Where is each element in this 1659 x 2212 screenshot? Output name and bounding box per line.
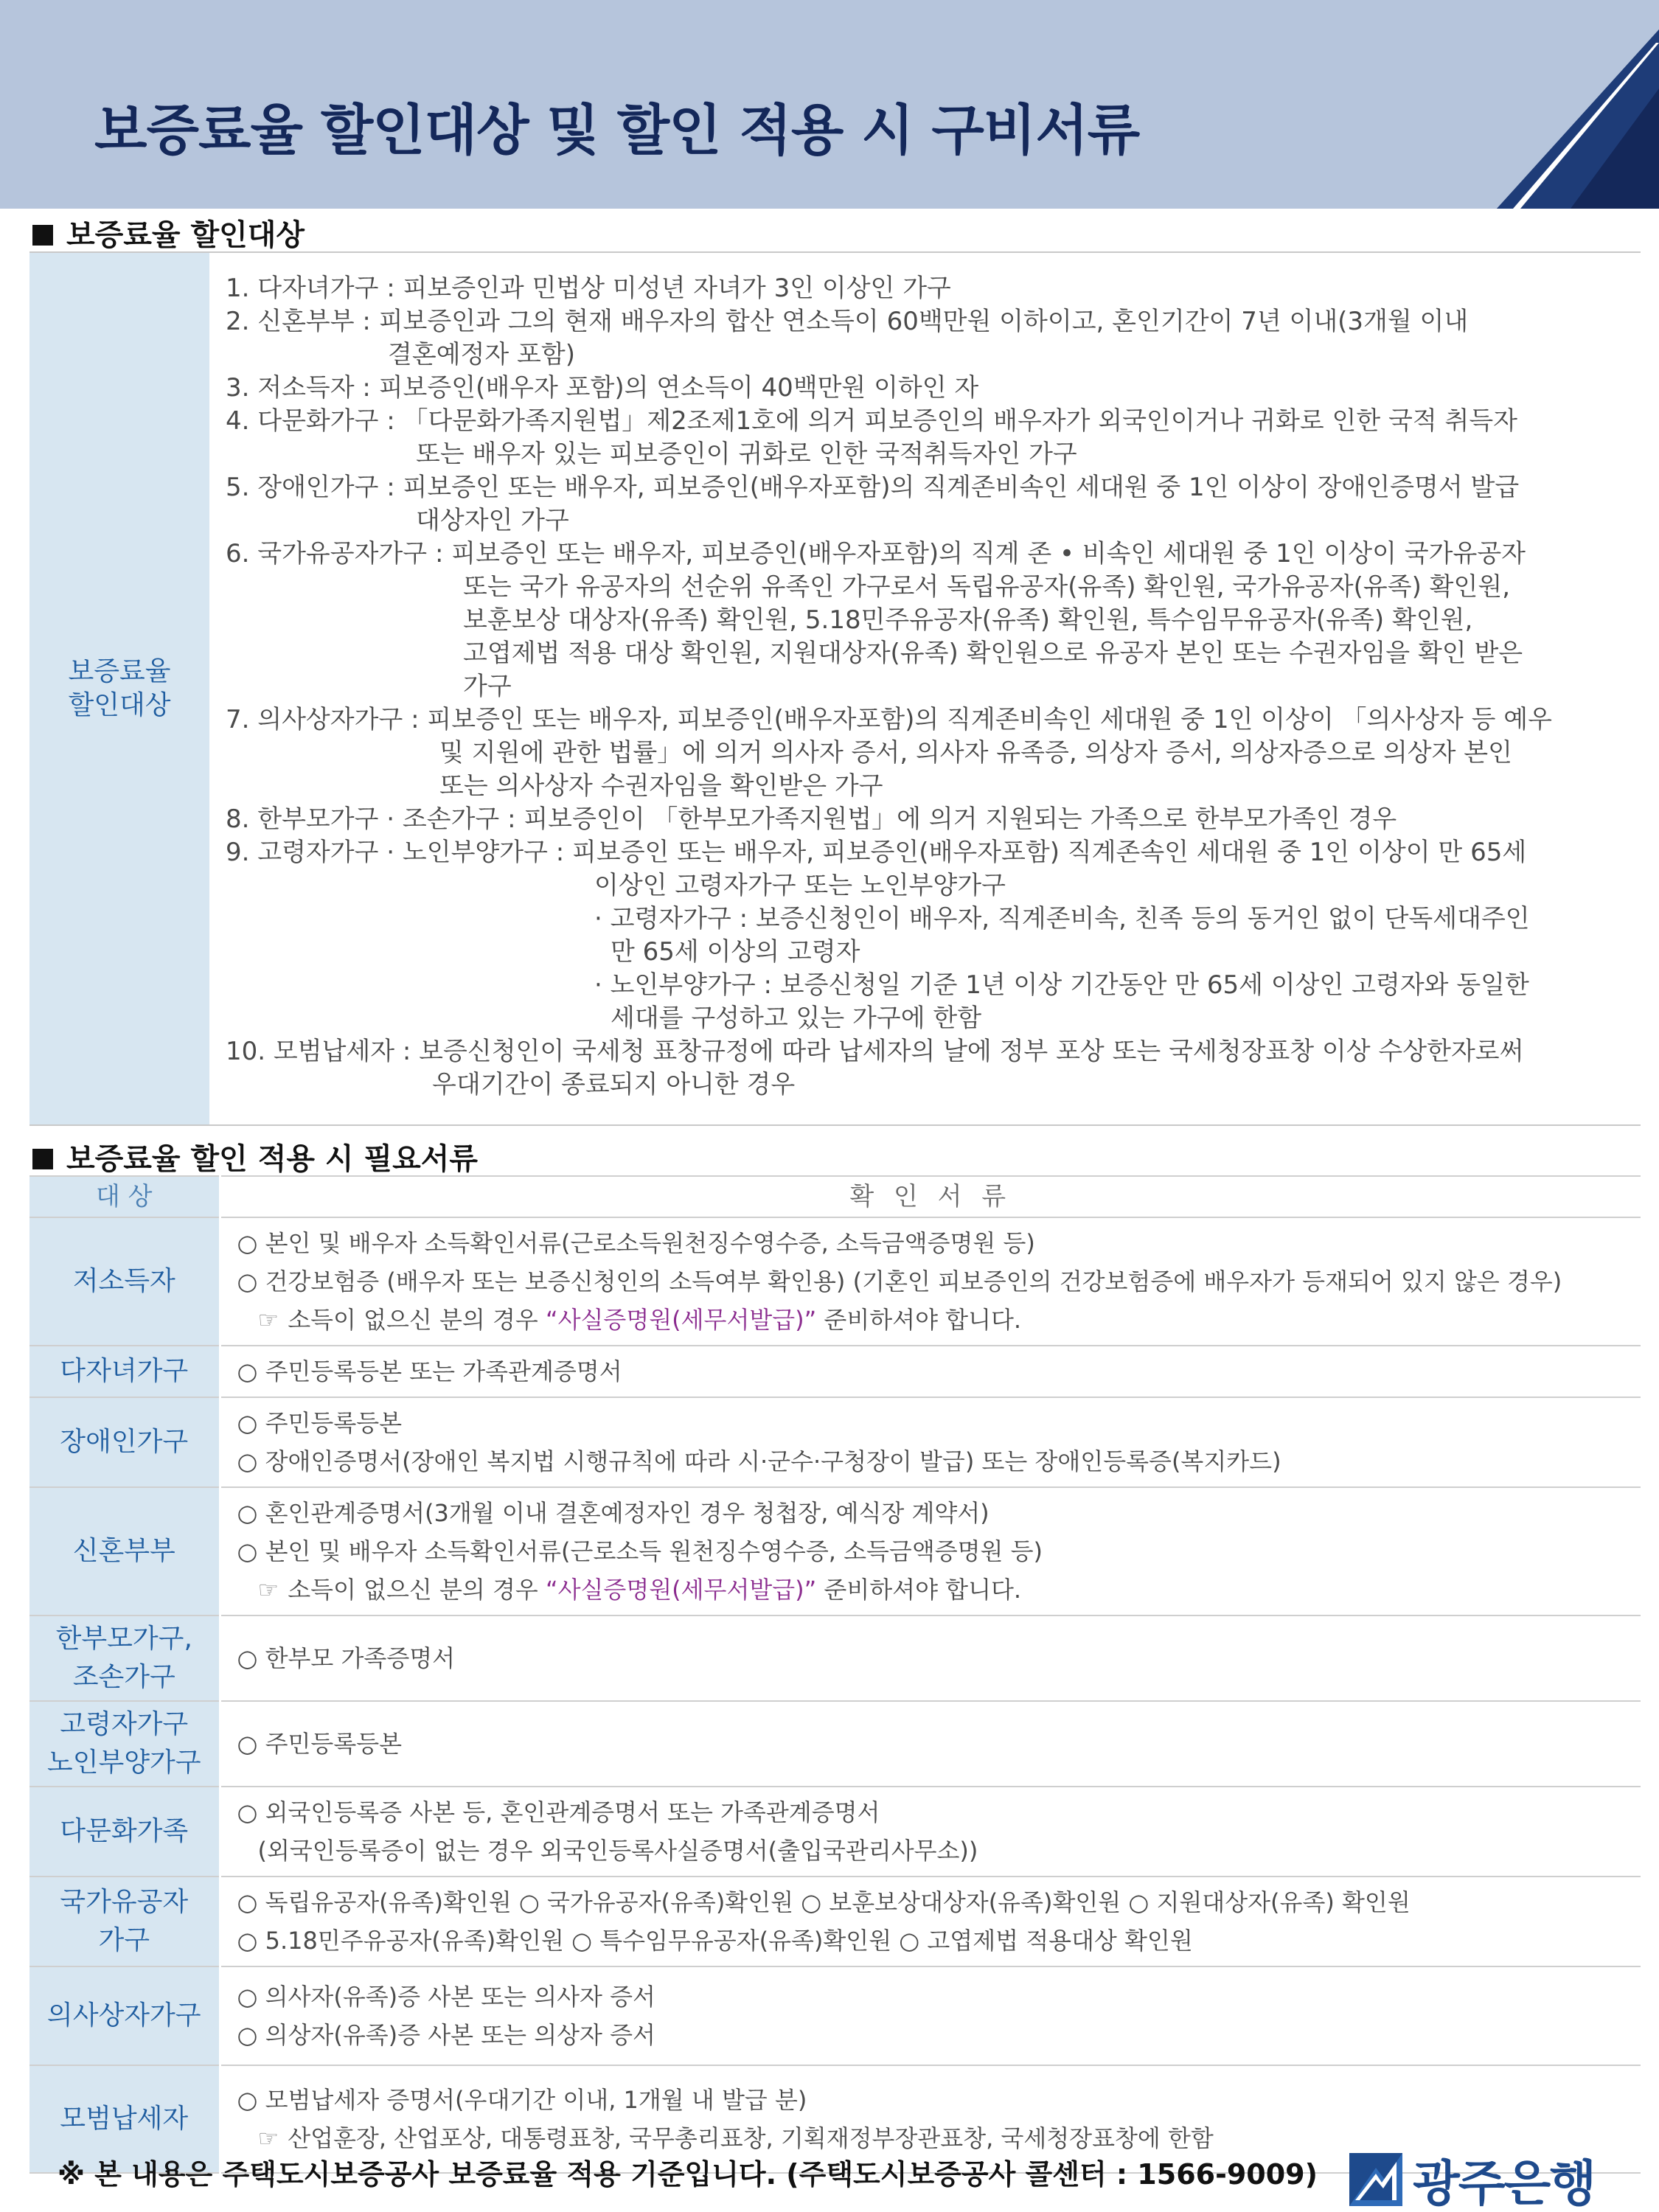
footer-note: ※ 본 내용은 주택도시보증공사 보증료율 적용 기준입니다. (주택도시보증공사 콜센터 : 1566-9009) <box>58 2158 1318 2191</box>
row-documents: ○ 주민등록등본 <box>220 1701 1641 1787</box>
page-header <box>0 0 1659 209</box>
table-row <box>29 1701 1641 1787</box>
bank-logo-text: 광주은행 <box>1413 2155 1596 2212</box>
row-documents: ○ 독립유공자(유족)확인원 ○ 국가유공자(유족)확인원 ○ 보훈보상대상자(유족)확인원 ○ 지원대상자(유족) 확인원 ○ 5.18민주유공자(유족)확인원 ○ 특수임무유공자(유족)확인원 ○ 고엽제법 적용대상 확인원 <box>220 1877 1641 1966</box>
row-label: 다자녀가구 <box>29 1346 220 1397</box>
award-note: ☞ 산업훈장, 산업포상, 대통령표창, 국무총리표창, 기획재정부장관표창, 국세청장표창에 한함 <box>257 2124 1214 2152</box>
row-label: 의사상자가구 <box>29 1966 220 2065</box>
pointing-hand-icon: ☞ <box>257 2124 279 2152</box>
required-documents-table <box>29 1175 1641 2174</box>
table-row <box>29 1615 1641 1701</box>
row-documents: ○ 주민등록등본 또는 가족관계증명서 <box>220 1346 1641 1397</box>
discount-targets-list <box>209 253 1641 1124</box>
target-single-parent: 8. 한부모가구 · 조손가구 : 피보증인이 「한부모가족지원법」에 의거 지원되는 가족으로 한부모가족인 경우 <box>226 804 1397 834</box>
section2-heading: 보증료율 할인 적용 시 필요서류 <box>32 1135 478 1178</box>
table-row <box>29 1487 1641 1615</box>
row-label: 한부모가구, 조손가구 <box>29 1615 220 1701</box>
target-multicultural: 4. 다문화가구 : 「다문화가족지원법」제2조제1호에 의거 피보증인의 배우자가 외국인이거나 귀화로 인한 국적 취득자 또는 배우자 있는 피보증인이 귀화로 인한 국적취득자인 가구 <box>226 406 1518 469</box>
table-row <box>29 1217 1641 1346</box>
row-label: 다문화가족 <box>29 1787 220 1877</box>
table-header-row <box>29 1176 1641 1217</box>
row-label: 저소득자 <box>29 1217 220 1346</box>
target-disabled: 5. 장애인가구 : 피보증인 또는 배우자, 피보증인(배우자포함)의 직계존비속인 세대원 중 1인 이상이 장애인증명서 발급 대상자인 가구 <box>226 473 1520 535</box>
row-label: 국가유공자 가구 <box>29 1877 220 1966</box>
column-header-documents: 확 인 서 류 <box>220 1176 1641 1217</box>
discount-targets-label: 보증료율 할인대상 <box>29 253 209 1124</box>
row-label: 장애인가구 <box>29 1397 220 1487</box>
row-documents: ○ 의사자(유족)증 사본 또는 의사자 증서 ○ 의상자(유족)증 사본 또는 의상자 증서 <box>220 1966 1641 2065</box>
table-row <box>29 1966 1641 2065</box>
no-income-note: ☞ 소득이 없으신 분의 경우 “사실증명원(세무서발급)” 준비하셔야 합니다. <box>257 1306 1022 1334</box>
page-title: 보증료율 할인대상 및 할인 적용 시 구비서류 <box>94 99 1140 162</box>
row-label: 신혼부부 <box>29 1487 220 1615</box>
target-elderly: 9. 고령자가구 · 노인부양가구 : 피보증인 또는 배우자, 피보증인(배우자포함) 직계존속인 세대원 중 1인 이상이 만 65세 이상인 고령자가구 또는 노인부양가구 · 고령자가구 : 보증신청인이 배우자, 직계존비속, 친족 등의 동거인 없이 단독세대주인 만 65세 이상의 고령자 · 노인부양가구 : 보증신청일 기준 1년 이상 기간동안 만 65세 이상인 고령자와 동일한 세대를 구성하고 있는 가구에 한함 <box>226 838 1530 1033</box>
row-label: 모범납세자 <box>29 2065 220 2173</box>
bank-logo-icon <box>1349 2153 1402 2206</box>
target-low-income: 3. 저소득자 : 피보증인(배우자 포함)의 연소득이 40백만원 이하인 자 <box>226 373 979 403</box>
target-righteous-casualty: 7. 의사상자가구 : 피보증인 또는 배우자, 피보증인(배우자포함)의 직계존비속인 세대원 중 1인 이상이 「의사상자 등 예우 및 지원에 관한 법률」에 의거 의사자 증서, 의사자 유족증, 의상자 증서, 의상자증으로 의상자 본인 또는 의사상자 수권자임을 확인받은 가구 <box>226 705 1552 801</box>
row-documents: ○ 본인 및 배우자 소득확인서류(근로소득원천징수영수증, 소득금액증명원 등) ○ 건강보험증 (배우자 또는 보증신청인의 소득여부 확인용) (기혼인 피보증인의 건강보험증에 배우자가 등재되어 있지 않은 경우) ☞ 소득이 없으신 분의 경우 “사실증명원(세무서발급)” 준비하셔야 합니다. <box>220 1217 1641 1346</box>
row-label: 고령자가구 노인부양가구 <box>29 1701 220 1787</box>
discount-targets-box <box>29 251 1641 1126</box>
table-row <box>29 1397 1641 1487</box>
row-documents: ○ 혼인관계증명서(3개월 이내 결혼예정자인 경우 청첩장, 예식장 계약서) ○ 본인 및 배우자 소득확인서류(근로소득 원천징수영수증, 소득금액증명원 등) ☞ 소득이 없으신 분의 경우 “사실증명원(세무서발급)” 준비하셔야 합니다. <box>220 1487 1641 1615</box>
target-multi-child: 1. 다자녀가구 : 피보증인과 민법상 미성년 자녀가 3인 이상인 가구 <box>226 274 951 303</box>
row-documents: ○ 주민등록등본 ○ 장애인증명서(장애인 복지법 시행규칙에 따라 시·군수·구청장이 발급) 또는 장애인등록증(복지카드) <box>220 1397 1641 1487</box>
target-national-merit: 6. 국가유공자가구 : 피보증인 또는 배우자, 피보증인(배우자포함)의 직계 존 • 비속인 세대원 중 1인 이상이 국가유공자 또는 국가 유공자의 선순위 유족인 가구로서 독립유공자(유족) 확인원, 국가유공자(유족) 확인원, 보훈보상 대상자(유족) 확인원, 5.18민주유공자(유족) 확인원, 특수임무유공자(유족) 확인원, 고엽제법 적용 대상 확인원, 지원대상자(유족) 확인원으로 유공자 본인 또는 수권자임을 확인 받은 가구 <box>226 539 1526 701</box>
bullet-square-icon <box>32 225 53 246</box>
table-row <box>29 1877 1641 1966</box>
row-documents: ○ 한부모 가족증명서 <box>220 1615 1641 1701</box>
bullet-square-icon <box>32 1149 53 1169</box>
table-row <box>29 1787 1641 1877</box>
target-newlywed: 2. 신혼부부 : 피보증인과 그의 현재 배우자의 합산 연소득이 60백만원 이하이고, 혼인기간이 7년 이내(3개월 이내 결혼예정자 포함) <box>226 307 1469 369</box>
row-documents: ○ 모범납세자 증명서(우대기간 이내, 1개월 내 발급 분) ☞ 산업훈장, 산업포상, 대통령표창, 국무총리표창, 기획재정부장관표창, 국세청장표창에 한함 <box>220 2065 1641 2173</box>
corner-decoration <box>1482 0 1659 209</box>
bank-logo <box>1349 2144 1595 2212</box>
no-income-note: ☞ 소득이 없으신 분의 경우 “사실증명원(세무서발급)” 준비하셔야 합니다. <box>257 1576 1022 1604</box>
row-documents: ○ 외국인등록증 사본 등, 혼인관계증명서 또는 가족관계증명서 (외국인등록증이 없는 경우 외국인등록사실증명서(출입국관리사무소)) <box>220 1787 1641 1877</box>
column-header-target: 대 상 <box>29 1176 220 1217</box>
section1-heading: 보증료율 할인대상 <box>32 212 305 254</box>
target-model-taxpayer: 10. 모범납세자 : 보증신청인이 국세청 표창규정에 따라 납세자의 날에 정부 포상 또는 국세청장표창 이상 수상한자로써 우대기간이 종료되지 아니한 경우 <box>226 1037 1524 1099</box>
pointing-hand-icon: ☞ <box>257 1306 279 1334</box>
table-row <box>29 1346 1641 1397</box>
pointing-hand-icon: ☞ <box>257 1576 279 1604</box>
